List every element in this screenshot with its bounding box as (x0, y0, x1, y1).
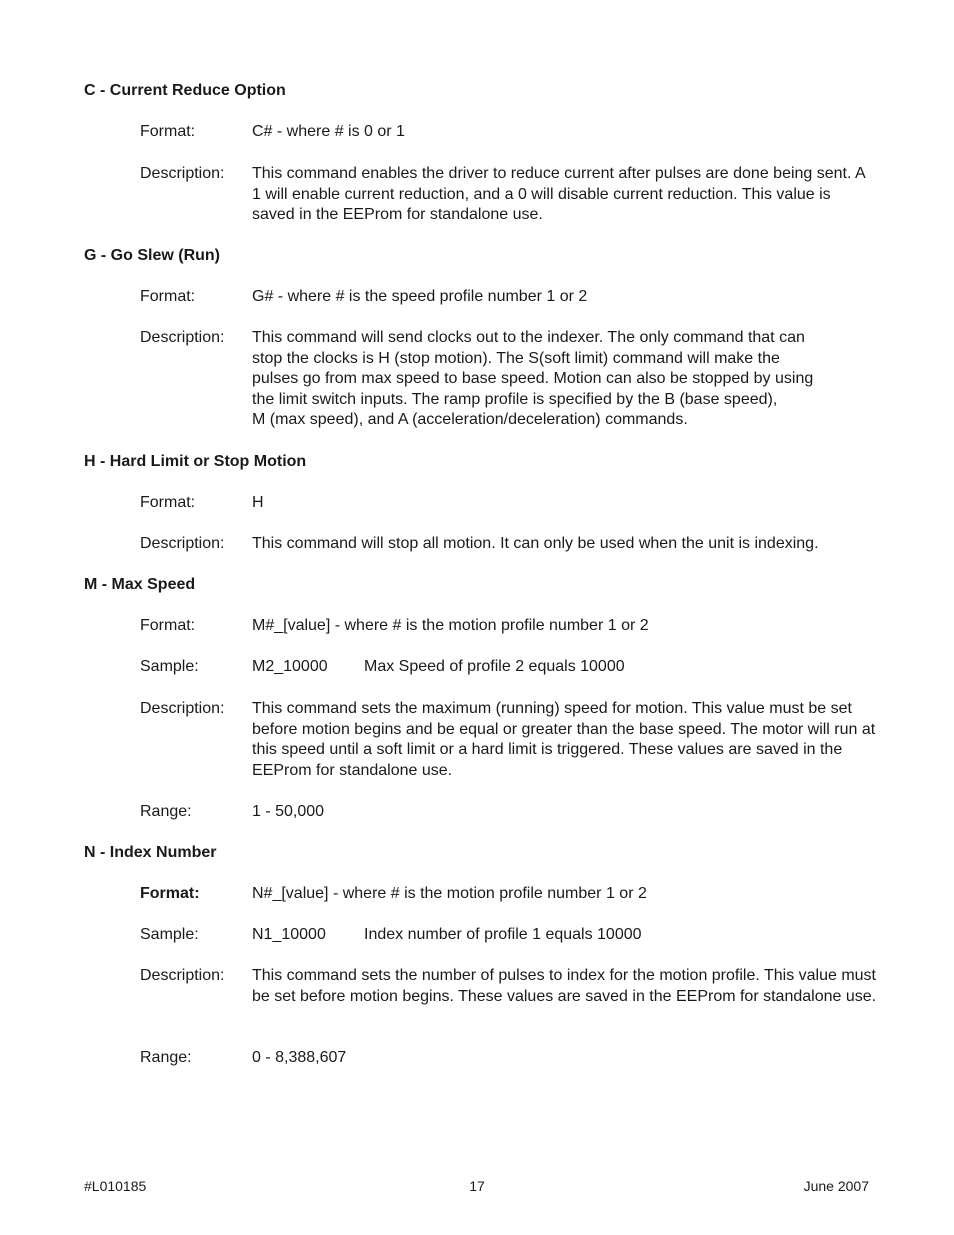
sample-value (252, 657, 877, 678)
description-value: This command sets the number of pulses to index for the motion profile. This value must be set before motion begins. These values are saved in the EEProm for standalone use. (252, 967, 877, 1005)
format-value: N#_[value] - where # is the motion profile number 1 or 2 (252, 885, 647, 902)
section-heading-g: G - Go Slew (Run) (84, 247, 220, 264)
format-label: Format: (140, 494, 196, 511)
sample-code: N1_10000 (252, 926, 326, 943)
range-label: Range: (140, 1049, 192, 1066)
sample-label: Sample: (140, 926, 199, 943)
sample-label: Sample: (140, 658, 199, 675)
format-value: M#_[value] - where # is the motion profile number 1 or 2 (252, 617, 649, 634)
footer-date: June 2007 (803, 1178, 869, 1194)
footer-doc-number: #L010185 (84, 1178, 147, 1194)
description-line: M (max speed), and A (acceleration/deceleration) commands. (252, 411, 688, 428)
range-value: 1 - 50,000 (252, 803, 325, 820)
range-label: Range: (140, 803, 192, 820)
format-label: Format: (140, 617, 196, 634)
sample-text: Max Speed of profile 2 equals 10000 (364, 658, 625, 675)
format-value: C# - where # is 0 or 1 (252, 123, 405, 140)
description-value: This command enables the driver to reduce current after pulses are done being sent. A 1 will enable current reduction, and a 0 will disable current reduction. This value is saved in the EEProm for standalone use. (252, 165, 865, 223)
description-value: This command will stop all motion. It can only be used when the unit is indexing. (252, 535, 819, 552)
format-label: Format: (140, 288, 196, 305)
range-value: 0 - 8,388,607 (252, 1049, 347, 1066)
description-label: Description: (140, 700, 225, 717)
section-heading-m: M - Max Speed (84, 576, 196, 593)
format-label: Format: (140, 885, 200, 902)
format-value: H (252, 494, 264, 511)
format-value: G# - where # is the speed profile number 1 or 2 (252, 288, 588, 305)
description-line: the limit switch inputs. The ramp profile is specified by the B (base speed), (252, 390, 778, 408)
sample-code: M2_10000 (252, 658, 328, 675)
description-line: pulses go from max speed to base speed. Motion can also be stopped by using (252, 370, 814, 387)
section-heading-n: N - Index Number (84, 844, 217, 861)
description-line: stop the clocks is H (stop motion). The S(soft limit) command will make the (252, 349, 780, 367)
description-value (252, 328, 877, 431)
footer-page-number: 17 (469, 1178, 485, 1194)
description-line: This command will send clocks out to the indexer. The only command that can (252, 329, 805, 346)
description-label: Description: (140, 329, 225, 346)
description-label: Description: (140, 165, 225, 182)
format-label: Format: (140, 123, 196, 140)
description-label: Description: (140, 967, 225, 984)
sample-text: Index number of profile 1 equals 10000 (364, 926, 642, 943)
section-heading-h: H - Hard Limit or Stop Motion (84, 453, 307, 470)
description-label: Description: (140, 535, 225, 552)
sample-value (252, 925, 877, 946)
section-heading-c: C - Current Reduce Option (84, 82, 286, 99)
description-value: This command sets the maximum (running) speed for motion. This value must be set before motion begins and be equal or greater than the base speed. The motor will run at this speed until a soft limit or a hard limit is triggered. These values are saved in the EEProm for standalone use. (252, 700, 876, 779)
